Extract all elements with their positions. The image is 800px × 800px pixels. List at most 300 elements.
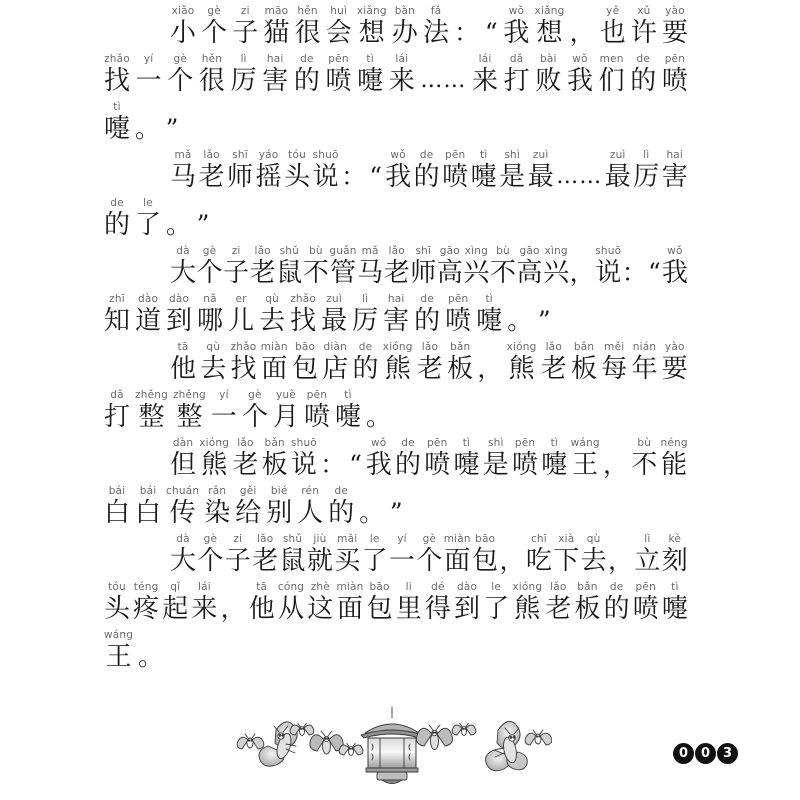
ruby-cell (581, 533, 607, 576)
ruby-cell (232, 5, 258, 48)
chinese-character: 个 (167, 66, 194, 96)
ruby-cell (599, 53, 625, 96)
pinyin-annotation: cóng (277, 581, 305, 593)
chinese-character: 害 (383, 306, 410, 336)
chinese-character: 大 (170, 258, 197, 288)
chinese-character: 王 (105, 642, 132, 672)
chinese-character: 店 (322, 354, 349, 384)
pinyin-annotation: zuì (326, 293, 342, 305)
ruby-cell (556, 149, 602, 192)
chinese-character: 立 (634, 546, 661, 576)
pinyin-annotation: xià (558, 533, 575, 545)
ruby-cell (227, 149, 253, 192)
ruby-cell (535, 5, 565, 48)
ruby-cell (136, 53, 162, 96)
pinyin-annotation: pēn (514, 437, 536, 449)
pinyin-annotation: mǎ (174, 149, 192, 161)
chinese-character: 的 (328, 498, 355, 528)
ruby-cell (553, 533, 579, 576)
text-line (0, 576, 800, 624)
pinyin-annotation (170, 101, 174, 114)
pinyin-annotation: hai (266, 53, 284, 65)
ruby-cell (273, 389, 299, 432)
chinese-character: 老 (252, 546, 279, 576)
text-line-cells (170, 341, 688, 384)
ruby-cell (571, 437, 600, 480)
pinyin-annotation: tā (256, 581, 268, 593)
pinyin-annotation: lǎo (254, 245, 271, 257)
pinyin-annotation: kè (668, 533, 682, 545)
pinyin-annotation: de (609, 581, 624, 593)
pinyin-annotation (146, 101, 150, 114)
pinyin-annotation: tì (550, 437, 559, 449)
chinese-character: 王 (572, 450, 599, 480)
chinese-character: 不 (489, 258, 516, 288)
ruby-cell (199, 53, 225, 96)
ruby-cell (604, 581, 630, 624)
chinese-character: 就 (306, 546, 333, 576)
moth-mid-left (310, 731, 343, 754)
chinese-character: 嚏 (357, 66, 384, 96)
ruby-cell (631, 437, 657, 480)
ruby-cell (423, 5, 449, 48)
chinese-character: 嚏 (476, 306, 503, 336)
pinyin-annotation: bǎn (577, 581, 598, 593)
chinese-character: 是 (482, 450, 509, 480)
chinese-character: 嚏 (541, 450, 568, 480)
pinyin-annotation: zhè (310, 581, 330, 593)
pinyin-annotation: shì (487, 437, 504, 449)
pinyin-annotation: māo (264, 5, 289, 17)
pinyin-annotation: lì (362, 293, 369, 305)
pinyin-annotation: yě (606, 5, 620, 17)
pinyin-annotation: dào (137, 293, 159, 305)
chinese-character: 头 (104, 594, 131, 624)
ruby-cell (417, 341, 443, 384)
pinyin-annotation: zhěng (172, 389, 206, 401)
pinyin-annotation: zhǎo (230, 341, 257, 353)
pinyin-annotation: shī (232, 149, 248, 161)
pinyin-annotation: diàn (323, 341, 348, 353)
pinyin-annotation: tì (671, 581, 679, 593)
chinese-character: 白 (135, 498, 162, 528)
chinese-character: 败 (535, 66, 562, 96)
ruby-cell (601, 341, 627, 384)
ruby-cell (605, 149, 631, 192)
pinyin-annotation: chī (530, 533, 547, 545)
pinyin-annotation: wǒ (390, 149, 406, 161)
text-line (0, 432, 800, 480)
ruby-cell (266, 485, 292, 528)
ruby-cell (162, 581, 188, 624)
pinyin-annotation (580, 245, 584, 258)
pinyin-annotation: lǎo (203, 149, 220, 161)
chinese-character: 道 (135, 306, 162, 336)
text-line-cells (104, 101, 688, 144)
ruby-cell (517, 245, 543, 288)
chinese-character: 老 (383, 258, 410, 288)
pinyin-annotation: bāo (294, 341, 316, 353)
chinese-character: 面 (444, 546, 471, 576)
moth-tiny-upper-right (452, 723, 476, 735)
ruby-cell (262, 53, 288, 96)
chinese-character: 给 (235, 498, 262, 528)
pinyin-annotation (614, 437, 618, 450)
ruby-cell (414, 293, 440, 336)
ruby-cell (414, 149, 440, 192)
ruby-cell (197, 245, 223, 288)
pinyin-annotation: gè (422, 533, 437, 545)
chinese-character: 嚏 (104, 114, 131, 144)
chinese-character: 这 (307, 594, 334, 624)
ruby-cell (104, 53, 130, 96)
ruby-cell (297, 485, 323, 528)
pinyin-annotation: gè (248, 389, 262, 401)
ruby-cell (662, 533, 688, 576)
ruby-cell (389, 533, 415, 576)
pinyin-annotation: měi (604, 341, 625, 353)
pinyin-annotation: xióng (199, 437, 230, 449)
ruby-cell (603, 437, 628, 480)
ruby-cell (304, 389, 330, 432)
pinyin-annotation (465, 5, 469, 18)
ruby-cell (201, 5, 227, 48)
chinese-character: 说 (595, 258, 622, 288)
ruby-cell (104, 101, 130, 144)
pinyin-annotation: wáng (104, 629, 134, 641)
ruby-cell (353, 341, 379, 384)
pinyin-annotation: bǎn (449, 341, 471, 353)
pinyin-annotation: bái (139, 485, 157, 497)
ruby-cell (242, 389, 268, 432)
chinese-character: 去 (259, 306, 286, 336)
chinese-character: 子 (224, 546, 251, 576)
text-line-cells (104, 581, 688, 624)
pinyin-annotation: lì (643, 149, 650, 161)
chinese-character: 最 (527, 162, 554, 192)
ruby-cell (357, 53, 383, 96)
pinyin-annotation: bǎn (573, 341, 595, 353)
chinese-character: 老 (545, 594, 572, 624)
chinese-character: 最 (604, 162, 631, 192)
ruby-cell (385, 149, 411, 192)
chinese-character: “ (349, 450, 362, 479)
pinyin-annotation: rén (301, 485, 320, 497)
pinyin-annotation: miàn (443, 533, 471, 545)
chinese-character: 想 (536, 18, 563, 48)
pinyin-annotation (374, 149, 378, 162)
pinyin-annotation: pēn (635, 581, 656, 593)
chinese-character: “ (484, 18, 498, 47)
chinese-character: 的 (414, 306, 441, 336)
chinese-character: 高 (516, 258, 543, 288)
chinese-character: 里 (395, 594, 422, 624)
chinese-character: 会 (325, 18, 352, 48)
chinese-character: 厉 (230, 66, 257, 96)
ruby-cell (170, 5, 196, 48)
pinyin-annotation: yí (397, 533, 407, 545)
ruby-cell (104, 485, 130, 528)
text-line (0, 96, 800, 144)
pinyin-annotation: lì (644, 533, 651, 545)
ruby-cell (541, 437, 567, 480)
ruby-cell (294, 53, 320, 96)
chinese-character: 疼 (133, 594, 160, 624)
pinyin-annotation: bái (108, 485, 126, 497)
chinese-character: 兴 (463, 258, 490, 288)
text-line (0, 144, 800, 192)
pinyin-annotation (653, 245, 657, 258)
ruby-cell (259, 293, 285, 336)
chinese-character: ： (454, 18, 480, 47)
pinyin-annotation (331, 437, 335, 450)
ruby-cell (170, 437, 196, 480)
pinyin-annotation: tóu (288, 149, 306, 161)
pinyin-annotation: wáng (570, 437, 600, 449)
ruby-cell (395, 437, 421, 480)
ruby-cell (662, 5, 688, 48)
ruby-cell (512, 581, 542, 624)
chinese-character: 马 (170, 162, 197, 192)
pinyin-annotation: men (599, 53, 624, 65)
pinyin-annotation: bié (270, 485, 288, 497)
chinese-character: 喷 (442, 162, 469, 192)
ruby-cell (608, 533, 633, 576)
chinese-character: 板 (447, 354, 474, 384)
chinese-character: 鼠 (276, 258, 303, 288)
chinese-character: 包 (366, 594, 393, 624)
chinese-character: 打 (503, 66, 530, 96)
ruby-cell (166, 485, 199, 528)
ruby-cell (199, 437, 229, 480)
chinese-character: 厉 (352, 306, 379, 336)
ruby-cell (512, 437, 538, 480)
pinyin-annotation: lǎo (388, 245, 405, 257)
text-line-cells (170, 5, 688, 48)
chinese-character: 板 (261, 450, 288, 480)
chinese-character: 。 (366, 402, 392, 431)
chinese-character: 月 (272, 402, 299, 432)
text-line (0, 528, 800, 576)
ruby-cell (138, 629, 163, 672)
chinese-character: 管 (329, 258, 356, 288)
chinese-character: 许 (630, 18, 657, 48)
pinyin-annotation: dào (168, 293, 190, 305)
ruby-cell (476, 293, 502, 336)
ruby-cell (357, 245, 383, 288)
pinyin-annotation: mǎ (361, 245, 379, 257)
pinyin-annotation: wǒ (508, 5, 525, 17)
ruby-cell (499, 149, 525, 192)
pinyin-annotation: miàn (336, 581, 364, 593)
pinyin-annotation: rǎn (208, 485, 227, 497)
pinyin-annotation (354, 437, 358, 450)
ruby-cell (329, 245, 356, 288)
chinese-character: 想 (358, 18, 385, 48)
ruby-cell (165, 101, 179, 144)
pinyin-annotation: le (143, 197, 153, 209)
ruby-cell (348, 437, 362, 480)
pinyin-annotation: bāo (369, 581, 390, 593)
pinyin-annotation (352, 149, 356, 162)
pinyin-annotation: néng (660, 437, 688, 449)
text-line-cells (170, 533, 688, 576)
pinyin-annotation: dàn (172, 437, 194, 449)
pinyin-annotation: lì (240, 53, 247, 65)
ruby-cell (135, 485, 161, 528)
page-number (673, 743, 738, 764)
chinese-character: 找 (104, 66, 131, 96)
pinyin-annotation: de (334, 485, 349, 497)
ruby-cell (295, 5, 321, 48)
page-number-digit: 0 (695, 743, 716, 764)
ruby-cell (447, 341, 473, 384)
pinyin-annotation: lái (395, 53, 409, 65)
chinese-character: ” (389, 498, 403, 527)
pinyin-annotation: zhǎo (104, 53, 130, 65)
chinese-character: …… (556, 164, 603, 189)
pinyin-annotation: xìng (464, 245, 489, 257)
ruby-cell (454, 5, 479, 48)
chinese-character: 说 (312, 162, 339, 192)
chinese-character: …… (420, 68, 467, 93)
ruby-cell (290, 293, 316, 336)
ruby-cell (232, 437, 258, 480)
pinyin-annotation: gè (173, 53, 188, 65)
chinese-character: 老 (540, 354, 567, 384)
pinyin-annotation (488, 341, 492, 354)
ruby-cell (200, 341, 226, 384)
chinese-character: 得 (424, 594, 451, 624)
chinese-character: 。 (507, 306, 533, 335)
chinese-character: 老 (249, 258, 276, 288)
pinyin-annotation: dà (176, 533, 190, 545)
ruby-cell (661, 437, 688, 480)
chinese-character: 个 (201, 18, 228, 48)
pinyin-annotation (395, 485, 399, 498)
ruby-cell (263, 5, 289, 48)
pinyin-annotation: pēn (306, 389, 328, 401)
ruby-cell (280, 533, 306, 576)
pinyin-annotation (201, 197, 205, 210)
chinese-character: 整 (176, 402, 203, 432)
pinyin-annotation: li (405, 581, 412, 593)
ruby-cell (170, 341, 196, 384)
pinyin-annotation: gāo (439, 245, 460, 257)
pinyin-annotation: lǎo (545, 341, 562, 353)
ruby-cell (225, 533, 251, 576)
pinyin-annotation: guǎn (329, 245, 357, 257)
text-line-cells (170, 437, 688, 480)
ruby-cell (231, 341, 257, 384)
pinyin-annotation (377, 389, 381, 402)
text-line-cells (104, 293, 688, 336)
pinyin-annotation: de (358, 341, 373, 353)
ruby-cell (541, 341, 567, 384)
pinyin-annotation: zhī (109, 293, 125, 305)
ruby-cell (336, 581, 363, 624)
ruby-cell (291, 437, 317, 480)
chinese-character: 熊 (384, 354, 411, 384)
pinyin-annotation: xìng (544, 245, 568, 257)
pinyin-annotation: xiǎng (534, 5, 565, 17)
pinyin-annotation: wǒ (667, 245, 683, 257)
ruby-cell (383, 341, 413, 384)
chinese-character: 从 (278, 594, 305, 624)
chinese-character: 老 (232, 450, 259, 480)
ruby-cell (567, 53, 593, 96)
pinyin-annotation: shǔ (282, 533, 303, 545)
ruby-cell (135, 389, 168, 432)
pinyin-annotation: dǎ (110, 389, 124, 401)
pinyin-annotation: er (235, 293, 247, 305)
ruby-cell (252, 533, 278, 576)
chinese-character: 去 (200, 354, 227, 384)
chinese-character: 很 (198, 66, 225, 96)
pinyin-annotation: de (300, 53, 314, 65)
ruby-cell (133, 581, 159, 624)
chinese-character: 喷 (512, 450, 539, 480)
pinyin-annotation: yí (143, 53, 154, 65)
ruby-cell (392, 5, 418, 48)
chinese-character: ， (569, 18, 595, 47)
pinyin-annotation (633, 245, 637, 258)
chinese-character: 要 (661, 18, 688, 48)
chinese-character: 嚏 (661, 594, 688, 624)
pinyin-annotation: dà (176, 245, 190, 257)
text-line-cells (104, 53, 688, 96)
ruby-cell (104, 293, 130, 336)
ruby-cell (369, 149, 383, 192)
ruby-cell (104, 581, 130, 624)
text-line (0, 480, 800, 528)
chinese-character: 来 (472, 66, 499, 96)
pinyin-annotation: qù (206, 341, 221, 353)
pinyin-annotation: zhěng (135, 389, 168, 401)
chinese-character: 喷 (632, 594, 659, 624)
pinyin-annotation: xióng (382, 341, 413, 353)
chinese-character: 法 (423, 18, 450, 48)
lantern-glyph (361, 707, 423, 784)
pinyin-annotation: tì (366, 53, 374, 65)
pinyin-annotation: tì (344, 389, 352, 401)
text-line (0, 624, 800, 672)
ruby-cell (170, 533, 196, 576)
chinese-character: 大 (170, 546, 197, 576)
moth-small-far-left (237, 734, 264, 749)
pinyin-annotation (542, 293, 546, 306)
pinyin-annotation: tì (462, 437, 471, 449)
chinese-character: 整 (138, 402, 165, 432)
chinese-character: 一 (135, 66, 162, 96)
chinese-character: 熊 (201, 450, 228, 480)
pinyin-annotation: dǎ (509, 53, 524, 65)
ruby-cell (484, 5, 498, 48)
chinese-character: 他 (170, 354, 197, 384)
ruby-cell (633, 581, 659, 624)
pinyin-annotation: xǔ (637, 5, 651, 17)
ruby-cell (307, 581, 333, 624)
pinyin-annotation: zuì (609, 149, 626, 161)
chinese-character: 我 (365, 450, 392, 480)
chinese-character: 师 (410, 258, 437, 288)
moth-tiny-left-of-lantern (339, 743, 363, 755)
text-line (0, 384, 800, 432)
pinyin-annotation: de (419, 149, 434, 161)
chinese-character: 染 (204, 498, 231, 528)
ruby-cell (173, 389, 206, 432)
ruby-cell (250, 245, 276, 288)
